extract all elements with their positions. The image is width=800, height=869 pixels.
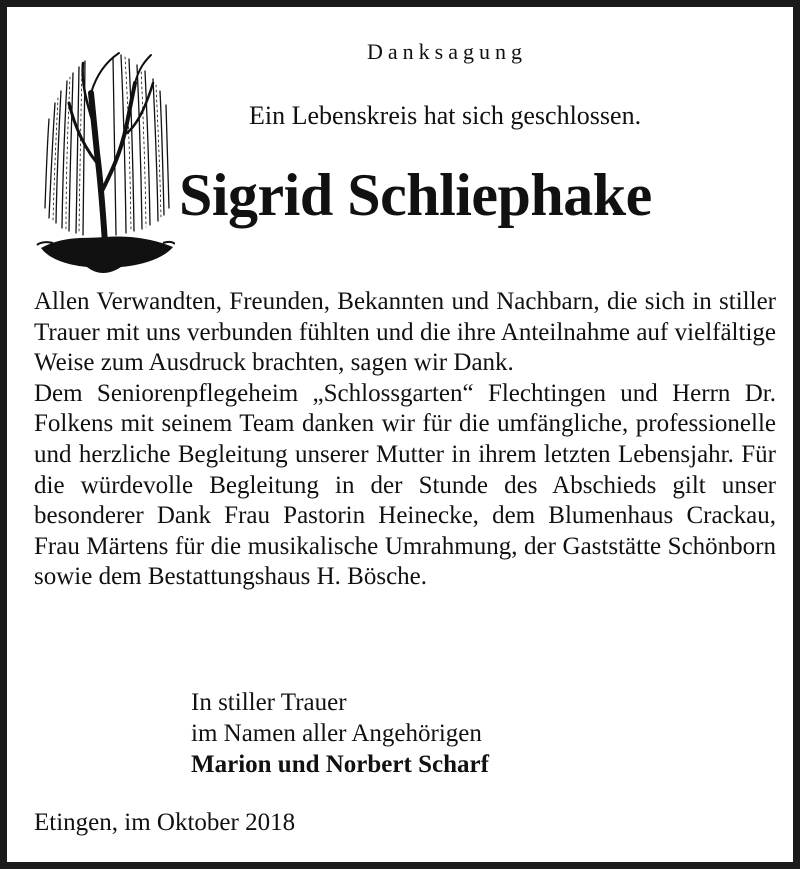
obituary-notice (7, 7, 793, 862)
closing-line: im Namen aller Angehörigen (191, 720, 482, 747)
signature-block (191, 687, 489, 780)
thanks-text (34, 287, 776, 593)
weeping-willow-icon (35, 43, 175, 277)
thanks-paragraph: Dem Seniorenpflegeheim „Schlossgarten“ Flechtingen und Herrn Dr. Folkens mit seinem Team danken wir für die umfängliche, professionelle und herzliche Begleitung unserer Mutter in ihrem letzten Lebensjahr. Für die würdevolle Begleitung in der Stunde des Abschieds gilt unser besonderer Dank Frau Pastorin Heinecke, dem Blumenhaus Crackau, Frau Märtens für die musikalische Umrahmung, der Gaststätte Schönborn sowie dem Bestattungshaus H. Bösche. (34, 379, 776, 591)
notice-title: Danksagung (367, 39, 527, 64)
thanks-paragraph: Allen Verwandten, Freunden, Bekannten und Nachbarn, die sich in stiller Trauer mit uns verbunden fühlten und die ihre Anteilnahme auf vielfältige Weise zum Ausdruck brachten, sagen wir Dank. (34, 288, 776, 377)
closing-line: In stiller Trauer (191, 689, 347, 716)
deceased-name: Sigrid Schliephake (179, 162, 652, 228)
notice-subtitle: Ein Lebenskreis hat sich geschlossen. (249, 101, 642, 130)
signatories: Marion und Norbert Scharf (191, 751, 489, 778)
place-date: Etingen, im Oktober 2018 (34, 809, 296, 836)
